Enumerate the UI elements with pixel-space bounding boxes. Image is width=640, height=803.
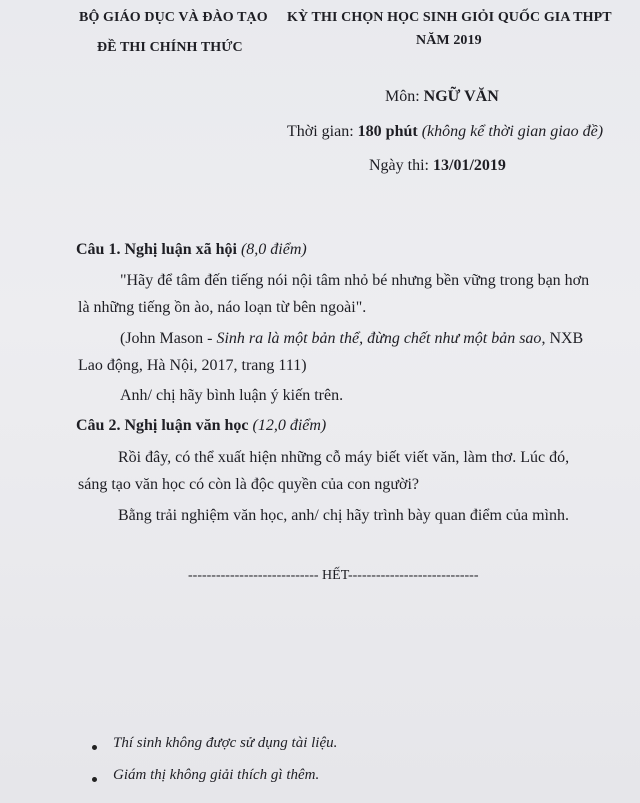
question-1-quote-line-1: "Hãy để tâm đến tiếng nói nội tâm nhỏ bé nhưng bền vững trong bạn hơn [120, 272, 590, 289]
note-item: Giám thị không giải thích gì thêm. [113, 767, 320, 783]
subject-label: Môn: [385, 88, 424, 105]
subject-value: NGỮ VĂN [423, 88, 499, 105]
official-exam-label: ĐỀ THI CHÍNH THỨC [97, 40, 243, 55]
bullet-icon [92, 777, 97, 782]
question-2-line-1: Rồi đây, có thể xuất hiện những cỗ máy biết viết văn, làm thơ. Lúc đó, [118, 449, 570, 466]
question-2-title: Câu 2. Nghị luận văn học [76, 417, 249, 434]
question-1-points: (8,0 điểm) [236, 241, 307, 258]
ministry-name: BỘ GIÁO DỤC VÀ ĐÀO TẠO [79, 10, 268, 25]
question-1-task: Anh/ chị hãy bình luận ý kiến trên. [120, 387, 344, 404]
date-value: 13/01/2019 [433, 157, 506, 174]
date-line [369, 157, 506, 175]
subject-line [385, 88, 499, 106]
time-label: Thời gian: [287, 123, 358, 140]
source-author: (John Mason - [120, 330, 217, 347]
date-label: Ngày thi: [369, 157, 433, 174]
question-1-source-line-2: Lao động, Hà Nội, 2017, trang 111) [78, 357, 307, 374]
end-marker: ---------------------------- HẾT---------------------------- [188, 568, 479, 583]
bullet-icon [92, 745, 97, 750]
question-1-heading [76, 241, 307, 259]
question-1-source-line-1 [120, 330, 583, 348]
question-2-line-2: sáng tạo văn học có còn là độc quyền của con người? [78, 476, 420, 493]
time-line [287, 123, 603, 141]
note-item: Thí sinh không được sử dụng tài liệu. [113, 735, 338, 751]
question-1-title: Câu 1. Nghị luận xã hội [76, 241, 237, 258]
source-publisher: , NXB [541, 330, 584, 347]
question-2-points: (12,0 điểm) [248, 417, 327, 434]
question-1-quote-line-2: là những tiếng ồn ào, náo loạn từ bên ngoài". [78, 299, 367, 316]
exam-year: NĂM 2019 [416, 33, 482, 48]
source-book-title: Sinh ra là một bản thể, đừng chết như một bản sao [216, 330, 542, 347]
time-note: (không kể thời gian giao đề) [417, 123, 604, 140]
time-value: 180 phút [357, 123, 418, 140]
question-2-heading [76, 417, 326, 435]
question-2-task: Bằng trải nghiệm văn học, anh/ chị hãy trình bày quan điểm của mình. [118, 507, 569, 524]
exam-name: KỲ THI CHỌN HỌC SINH GIỎI QUỐC GIA THPT [287, 10, 612, 25]
